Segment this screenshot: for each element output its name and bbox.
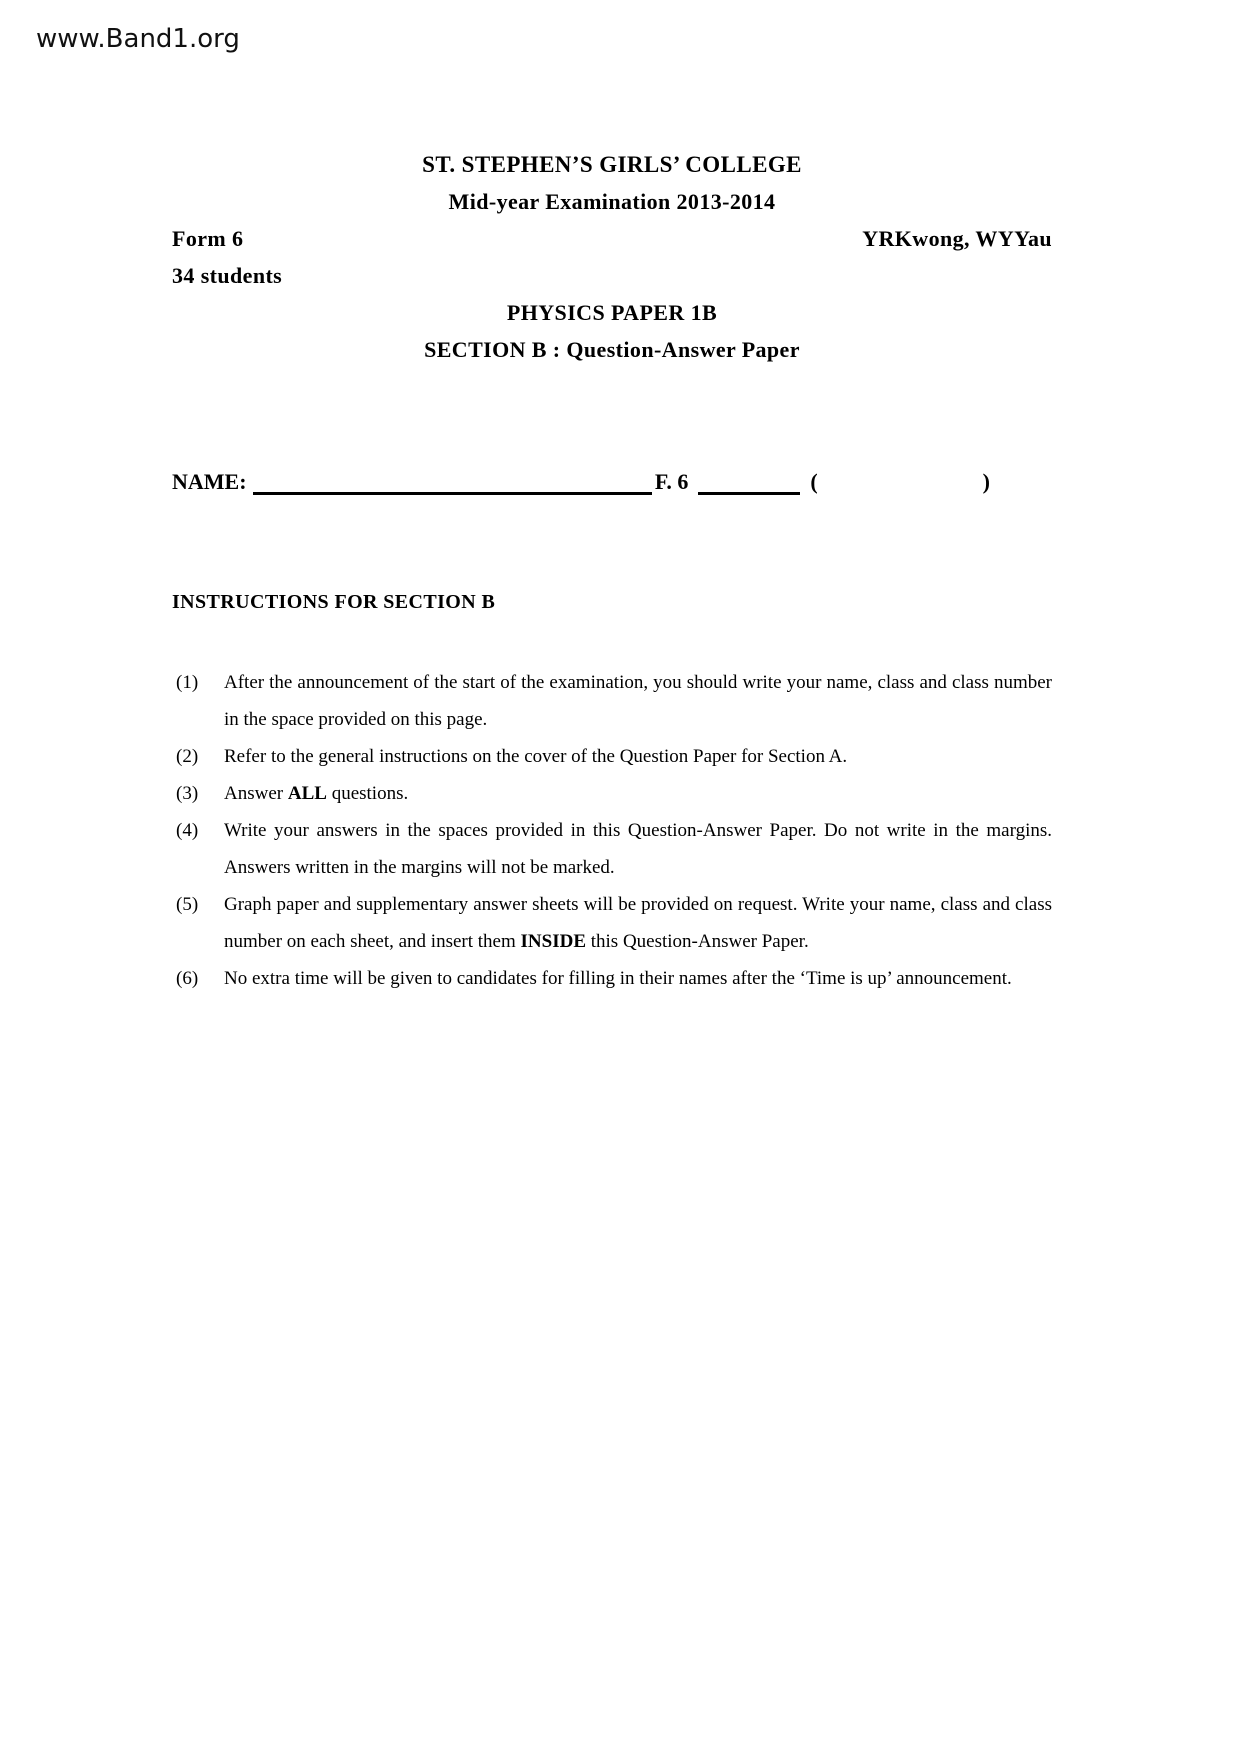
instruction-text-bold: INSIDE [520, 931, 586, 952]
instruction-text-post: this Question-Answer Paper. [586, 931, 809, 952]
name-label: NAME: [172, 469, 247, 494]
instructions-list [172, 664, 1052, 997]
instruction-item [172, 664, 1052, 738]
class-number-paren-close: ) [982, 469, 990, 494]
instruction-text-post: questions. [326, 783, 409, 804]
instruction-number: (1) [176, 672, 199, 693]
class-label: F. 6 [654, 469, 689, 494]
form-teacher-row [172, 220, 1052, 257]
instruction-text: After the announcement of the start of the examination, you should write your name, class and class number in the space provided on this page. [224, 672, 1052, 730]
instruction-text-pre: Answer [224, 783, 288, 804]
instruction-item [172, 886, 1052, 960]
instruction-text: Write your answers in the spaces provided in this Question-Answer Paper. Do not write in the margins. Answers written in the margins will not be marked. [224, 820, 1052, 878]
instruction-number: (5) [176, 894, 199, 915]
class-blank-line [698, 468, 800, 495]
form-label: Form 6 [172, 226, 244, 251]
student-count: 34 students [172, 263, 283, 288]
class-number-paren-open: ( [810, 469, 818, 494]
name-blank-line [253, 468, 652, 495]
name-entry-row [172, 468, 990, 495]
instruction-text [224, 886, 1052, 960]
instructions-heading: INSTRUCTIONS FOR SECTION B [172, 591, 496, 613]
instruction-item [172, 812, 1052, 886]
instruction-text [224, 775, 1052, 812]
instruction-number: (4) [176, 820, 199, 841]
watermark-url: www.Band1.org [36, 24, 240, 54]
school-title: ST. STEPHEN’S GIRLS’ COLLEGE [422, 152, 802, 177]
instruction-text-pre: Graph paper and supplementary answer sheets will be provided on request. Write your name, class and class number on each sheet, and insert them [224, 894, 1052, 952]
instruction-item [172, 960, 1052, 997]
exam-title: Mid-year Examination 2013-2014 [448, 189, 776, 214]
instruction-item [172, 738, 1052, 775]
instruction-item [172, 775, 1052, 812]
document-content [172, 146, 1052, 997]
instruction-text: No extra time will be given to candidates for filling in their names after the ‘Time is up’ announcement. [224, 968, 1012, 989]
instruction-text-bold: ALL [287, 783, 327, 804]
paper-title: PHYSICS PAPER 1B [506, 300, 718, 325]
section-title: SECTION B : Question-Answer Paper [424, 337, 800, 362]
instruction-number: (6) [176, 968, 199, 989]
teacher-names: YRKwong, WYYau [862, 226, 1052, 251]
instruction-number: (3) [176, 783, 199, 804]
instruction-text: Refer to the general instructions on the cover of the Question Paper for Section A. [224, 746, 848, 767]
instruction-number: (2) [176, 746, 199, 767]
